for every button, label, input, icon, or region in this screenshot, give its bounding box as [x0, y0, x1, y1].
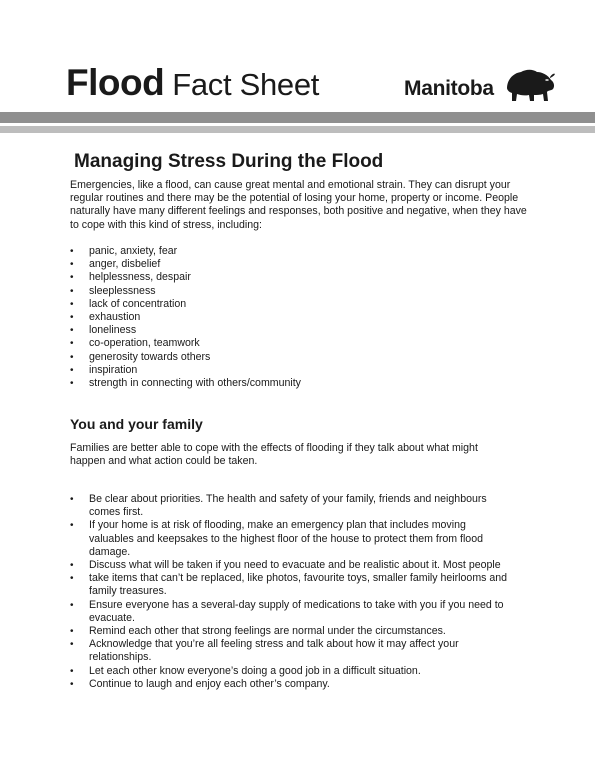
list-item: • sleeplessness: [70, 285, 530, 298]
list-item: • take items that can’t be replaced, like photos, favourite toys, smaller family heirlooms and family treasures.: [70, 572, 510, 598]
list-item: • Let each other know everyone’s doing a good job in a difficult situation.: [70, 665, 510, 678]
feelings-list: [70, 245, 530, 390]
list-item: • strength in connecting with others/community: [70, 377, 530, 390]
family-tips-list: [70, 493, 510, 691]
list-item: • exhaustion: [70, 311, 530, 324]
intro-paragraph: Emergencies, like a flood, can cause great mental and emotional strain. They can disrupt your regular routines and there may be the potential of losing your home, property or income. People naturally have many different feelings and responses, both positive and negative, when they have to cope with this kind of stress, including:: [70, 179, 527, 231]
title-bold: Flood: [66, 62, 165, 103]
family-intro-paragraph: Families are better able to cope with the effects of flooding if they talk about what might happen and what action could be taken.: [70, 442, 478, 468]
section-heading: You and your family: [70, 416, 203, 432]
list-item: • anger, disbelief: [70, 258, 530, 271]
fact-sheet-title: [66, 64, 319, 101]
list-item: • co-operation, teamwork: [70, 337, 530, 350]
list-item: • If your home is at risk of flooding, make an emergency plan that includes moving valuables and keepsakes to the highest floor of the house to protect them from flood damage.: [70, 519, 510, 559]
list-item: • lack of concentration: [70, 298, 530, 311]
bison-icon: [504, 68, 556, 104]
title-light: Fact Sheet: [172, 67, 320, 102]
logo-text: Manitoba: [404, 77, 494, 100]
list-item: • Discuss what will be taken if you need to evacuate and be realistic about it. Most people: [70, 559, 510, 572]
document-title: Managing Stress During the Flood: [74, 151, 384, 172]
list-item: • generosity towards others: [70, 351, 530, 364]
list-item: • Continue to laugh and enjoy each other’s company.: [70, 678, 510, 691]
list-item: • loneliness: [70, 324, 530, 337]
page-header: [0, 0, 595, 150]
header-band-dark: [0, 112, 595, 123]
list-item: • helplessness, despair: [70, 271, 530, 284]
list-item: • Ensure everyone has a several-day supply of medications to take with you if you need to evacuate.: [70, 599, 510, 625]
header-band-light: [0, 126, 595, 133]
list-item: • panic, anxiety, fear: [70, 245, 530, 258]
list-item: • Acknowledge that you’re all feeling stress and talk about how it may affect your relationships.: [70, 638, 510, 664]
list-item: • Remind each other that strong feelings are normal under the circumstances.: [70, 625, 510, 638]
list-item: • Be clear about priorities. The health and safety of your family, friends and neighbours comes first.: [70, 493, 510, 519]
list-item: • inspiration: [70, 364, 530, 377]
